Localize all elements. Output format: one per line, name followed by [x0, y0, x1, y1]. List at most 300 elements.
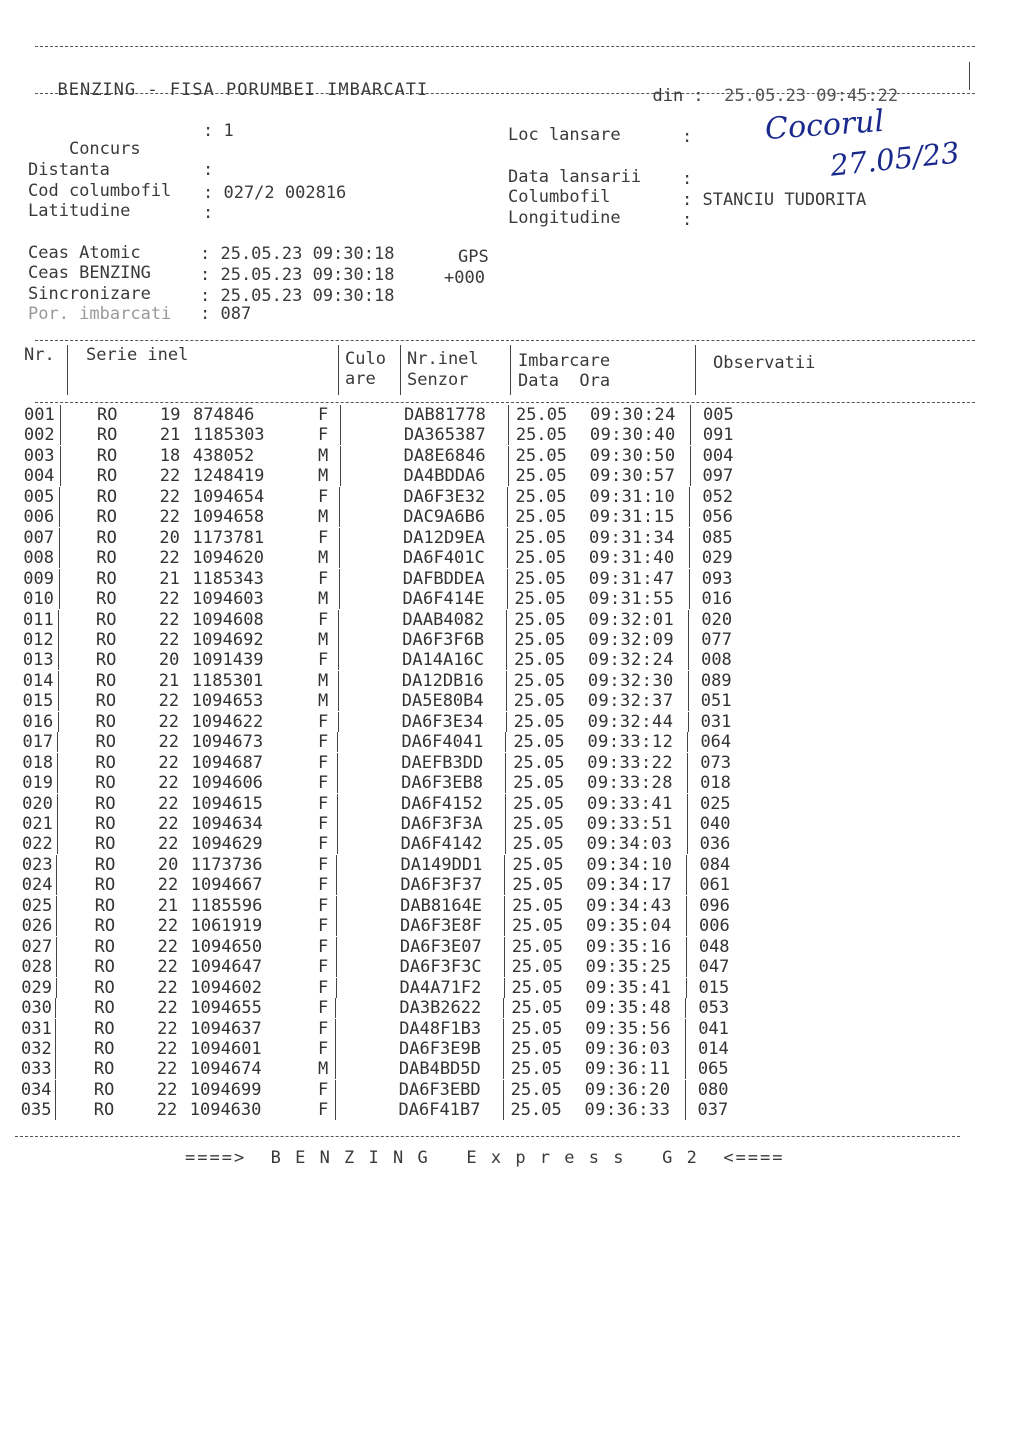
cell-country: RO [96, 568, 117, 589]
row-divider-nr [60, 446, 61, 466]
cell-nr: 015 [22, 691, 54, 712]
info-distanta-value: : [203, 160, 214, 180]
cell-date: 25.05 [515, 507, 567, 528]
cell-ring: 1094654 [192, 486, 265, 507]
col-divider-imbarcare [510, 345, 511, 395]
th-imbarcare-1: Imbarcare [518, 351, 611, 371]
row-divider-culoare [335, 1080, 336, 1100]
cell-nr: 024 [21, 875, 53, 896]
row-divider-senzor [503, 1080, 504, 1100]
cell-sex: F [318, 1018, 329, 1039]
cell-sex: F [318, 425, 329, 446]
cell-ring: 1173736 [190, 854, 263, 875]
cell-ring: 1094687 [191, 752, 264, 773]
row-divider-nr [55, 1059, 56, 1079]
cell-time: 09:31:40 [588, 548, 675, 569]
row-divider-culoare [335, 1100, 336, 1120]
cell-ring: 1094603 [192, 589, 264, 610]
table-row [0, 548, 1024, 568]
cell-year: 22 [157, 957, 178, 978]
cell-sex: M [318, 445, 329, 466]
table-row [0, 1100, 1024, 1120]
cell-time: 09:32:24 [588, 650, 674, 671]
row-divider-imbarcare [686, 937, 687, 957]
cell-time: 09:35:56 [585, 1018, 672, 1039]
cell-sex: F [318, 793, 329, 814]
cell-time: 09:33:12 [587, 732, 674, 753]
cell-time: 09:32:09 [588, 629, 675, 650]
cell-observation: 091 [702, 425, 734, 446]
row-divider-nr [56, 978, 57, 998]
row-divider-senzor [504, 916, 505, 936]
cell-ring: 438052 [192, 445, 255, 466]
col-divider-nr [67, 345, 68, 395]
row-divider-senzor [505, 773, 506, 793]
cell-date: 25.05 [510, 1079, 562, 1100]
cell-time: 09:32:37 [587, 691, 674, 712]
cell-nr: 031 [21, 1018, 52, 1039]
cell-sensor: DA6F4152 [400, 793, 483, 814]
row-divider-imbarcare [685, 998, 686, 1018]
row-divider-culoare [336, 957, 337, 977]
table-row [0, 1039, 1024, 1059]
cell-country: RO [97, 405, 118, 425]
cell-year: 22 [158, 711, 180, 732]
row-divider-culoare [340, 446, 341, 466]
row-divider-senzor [503, 1019, 504, 1039]
cell-ring: 1248419 [192, 466, 265, 487]
table-header-rule [35, 402, 975, 403]
row-divider-culoare [337, 834, 338, 854]
cell-observation: 085 [702, 527, 733, 548]
cell-nr: 006 [23, 507, 55, 528]
cell-observation: 061 [699, 875, 731, 896]
cell-year: 22 [158, 691, 180, 712]
row-divider-senzor [504, 875, 505, 895]
row-divider-imbarcare [687, 834, 688, 854]
footer-brand: ====> B E N Z I N G E x p r e s s G 2 <==== [185, 1148, 785, 1168]
row-divider-nr [59, 487, 60, 507]
cell-date: 25.05 [511, 998, 563, 1019]
cell-ring: 1185596 [190, 895, 263, 916]
cell-date: 25.05 [515, 466, 567, 487]
cell-country: RO [95, 752, 116, 773]
row-divider-senzor [503, 1100, 504, 1120]
cell-sensor: DA14A16C [402, 650, 484, 671]
cell-ring: 1094622 [191, 711, 264, 732]
cell-year: 22 [156, 1079, 178, 1100]
cell-nr: 017 [22, 732, 54, 753]
row-divider-nr [55, 1039, 56, 1059]
row-divider-imbarcare [690, 425, 691, 445]
cell-ring: 1091439 [191, 650, 264, 671]
cell-time: 09:32:30 [587, 670, 674, 691]
cell-sensor: DA48F1B3 [399, 1018, 482, 1039]
row-divider-senzor [508, 466, 509, 486]
cell-country: RO [94, 895, 116, 916]
cell-nr: 034 [20, 1079, 52, 1100]
row-divider-imbarcare [687, 814, 688, 834]
cell-observation: 008 [701, 650, 732, 671]
row-divider-nr [56, 957, 57, 977]
cell-nr: 009 [23, 568, 54, 589]
cell-nr: 029 [21, 977, 53, 998]
cell-time: 09:30:40 [589, 425, 676, 446]
table-row [0, 507, 1024, 527]
cell-ring: 1061919 [190, 916, 263, 937]
cell-date: 25.05 [514, 629, 566, 650]
cell-sex: F [318, 568, 329, 589]
row-divider-senzor [505, 753, 506, 773]
cell-ring: 1185301 [191, 670, 264, 691]
table-row [0, 978, 1024, 998]
print-date [632, 66, 898, 106]
row-divider-nr [59, 569, 60, 589]
row-divider-senzor [503, 998, 504, 1018]
th-senzor-2: Senzor [407, 370, 469, 390]
cell-nr: 014 [22, 670, 54, 691]
row-divider-culoare [335, 998, 336, 1018]
row-divider-culoare [336, 937, 337, 957]
cell-nr: 019 [22, 773, 53, 794]
table-row [0, 896, 1024, 916]
row-divider-nr [59, 589, 60, 609]
cell-country: RO [93, 1059, 115, 1080]
table-row [0, 875, 1024, 895]
row-divider-nr [56, 896, 57, 916]
cell-nr: 032 [21, 1038, 52, 1059]
row-divider-imbarcare [690, 446, 691, 466]
col-divider-senzor [400, 345, 401, 395]
row-divider-imbarcare [685, 1080, 686, 1100]
cell-sensor: DA6F3F6B [402, 629, 485, 650]
cell-ring: 1094692 [191, 629, 264, 650]
cell-year: 22 [157, 916, 179, 937]
info-latitudine-value: : [203, 203, 214, 223]
row-divider-nr [60, 425, 61, 445]
cell-country: RO [96, 609, 117, 630]
cell-ring: 1094606 [191, 773, 263, 794]
cell-ring: 1094637 [190, 1018, 262, 1039]
cell-sex: F [318, 998, 329, 1019]
cell-observation: 005 [703, 405, 734, 425]
row-divider-senzor [508, 425, 509, 445]
clock-atomic-extra: GPS [458, 247, 489, 267]
cell-sensor: DA6F3EBD [398, 1079, 481, 1100]
cell-time: 09:35:16 [585, 936, 672, 957]
cell-observation: 006 [699, 916, 730, 937]
cell-sensor: DA4BDDA6 [403, 466, 486, 487]
row-divider-culoare [336, 875, 337, 895]
info-columbofil-value: : STANCIU TUDORITA [682, 190, 867, 210]
row-divider-culoare [340, 425, 341, 445]
cell-sex: F [318, 405, 329, 425]
cell-country: RO [96, 486, 118, 507]
cell-time: 09:35:04 [586, 916, 672, 937]
table-row [0, 528, 1024, 548]
cell-year: 22 [157, 936, 178, 957]
col-divider-culoare [338, 345, 339, 395]
cell-ring: 1094615 [191, 793, 263, 814]
cell-year: 20 [157, 854, 179, 875]
cell-nr: 025 [21, 895, 53, 916]
cell-country: RO [94, 936, 115, 957]
cell-time: 09:34:43 [586, 895, 673, 916]
cell-year: 22 [156, 1059, 178, 1080]
table-row [0, 834, 1024, 854]
cell-sensor: DAEFB3DD [401, 752, 484, 773]
row-divider-senzor [504, 957, 505, 977]
info-longitudine-value: : [682, 210, 693, 230]
row-divider-senzor [508, 405, 509, 425]
cell-observation: 014 [698, 1038, 729, 1059]
clock-sync-label: Sincronizare [28, 284, 151, 304]
cell-observation: 029 [701, 548, 733, 569]
cell-observation: 089 [700, 670, 732, 691]
cell-sensor: DA6F3E34 [401, 711, 484, 732]
cell-sensor: DA6F3F37 [400, 875, 483, 896]
clock-atomic-value: : 25.05.23 09:30:18 [200, 244, 395, 264]
cell-date: 25.05 [513, 711, 565, 732]
cell-sex: F [318, 936, 329, 957]
cell-nr: 018 [22, 752, 54, 773]
cell-date: 25.05 [515, 527, 567, 548]
cell-nr: 005 [23, 486, 55, 507]
cell-sex: M [318, 670, 329, 691]
cell-time: 09:30:57 [589, 466, 676, 487]
row-divider-imbarcare [688, 610, 689, 630]
cell-ring: 1094647 [190, 957, 263, 978]
row-divider-senzor [504, 978, 505, 998]
cell-sex: F [318, 916, 329, 937]
row-divider-senzor [505, 732, 506, 752]
cell-time: 09:34:17 [586, 875, 673, 896]
cell-sensor: DA6F3F3C [399, 957, 482, 978]
row-divider-senzor [507, 507, 508, 527]
info-cod: Cod columbofil [28, 181, 172, 201]
cell-country: RO [94, 834, 116, 855]
row-divider-nr [58, 630, 59, 650]
cell-observation: 056 [702, 507, 733, 528]
row-divider-imbarcare [689, 548, 690, 568]
cell-date: 25.05 [510, 1100, 562, 1121]
cell-sex: F [318, 1100, 329, 1121]
cell-observation: 096 [699, 895, 730, 916]
cell-observation: 073 [700, 752, 731, 773]
cell-date: 25.05 [513, 732, 565, 753]
row-divider-culoare [335, 1039, 336, 1059]
row-divider-imbarcare [688, 712, 689, 732]
row-divider-senzor [506, 671, 507, 691]
info-concurs-value: : 1 [203, 121, 234, 141]
row-divider-culoare [336, 855, 337, 875]
row-divider-nr [60, 466, 61, 486]
cell-nr: 002 [23, 425, 55, 446]
cell-nr: 020 [22, 793, 53, 814]
cell-date: 25.05 [512, 814, 564, 834]
cell-ring: 874846 [193, 405, 255, 425]
cell-observation: 047 [698, 957, 730, 978]
cell-sex: F [318, 773, 329, 794]
table-row [0, 855, 1024, 875]
cell-date: 25.05 [511, 977, 563, 998]
cell-year: 22 [157, 1038, 178, 1059]
row-divider-imbarcare [689, 528, 690, 548]
cell-time: 09:33:28 [587, 773, 673, 794]
th-nr: Nr. [24, 345, 55, 365]
cell-nr: 033 [20, 1059, 52, 1080]
table-row [0, 589, 1024, 609]
cell-year: 22 [157, 834, 179, 855]
cell-sex: F [318, 957, 329, 978]
th-culoare-2: are [345, 369, 376, 389]
cell-country: RO [96, 425, 118, 446]
cell-country: RO [96, 507, 117, 528]
cell-sensor: DA5E80B4 [401, 691, 484, 712]
cell-country: RO [93, 1079, 115, 1100]
cell-time: 09:33:41 [586, 793, 673, 814]
row-divider-imbarcare [685, 1019, 686, 1039]
clock-atomic-label: Ceas Atomic [28, 243, 141, 263]
row-divider-imbarcare [686, 855, 687, 875]
cell-observation: 020 [701, 609, 733, 630]
cell-sensor: DAB4BD5D [398, 1059, 481, 1080]
clock-benzing-label: Ceas BENZING [28, 263, 151, 283]
row-divider-imbarcare [690, 466, 691, 486]
cell-sensor: DA12DB16 [401, 670, 484, 691]
cell-ring: 1094653 [191, 691, 264, 712]
cell-date: 25.05 [511, 1018, 563, 1039]
table-row [0, 957, 1024, 977]
cell-country: RO [95, 691, 117, 712]
cell-country: RO [93, 1100, 115, 1121]
row-divider-nr [59, 507, 60, 527]
cell-sex: F [318, 834, 329, 855]
cell-sex: F [318, 1038, 329, 1059]
cell-nr: 008 [23, 548, 55, 569]
cell-country: RO [96, 548, 117, 569]
cell-time: 09:35:25 [585, 957, 672, 978]
cell-date: 25.05 [512, 854, 564, 875]
cell-nr: 030 [21, 998, 52, 1019]
cell-sex: M [318, 589, 329, 610]
row-divider-culoare [337, 794, 338, 814]
cell-sensor: DA8E6846 [403, 445, 486, 466]
row-divider-imbarcare [689, 589, 690, 609]
row-divider-culoare [338, 712, 339, 732]
cell-sex: F [318, 527, 329, 548]
row-divider-culoare [339, 569, 340, 589]
th-imbarcare-2: Data Ora [518, 371, 611, 391]
cell-ring: 1094658 [192, 507, 265, 528]
cell-time: 09:30:24 [590, 405, 676, 425]
cell-time: 09:35:48 [585, 998, 672, 1019]
cell-year: 22 [159, 589, 180, 610]
cell-country: RO [94, 854, 116, 875]
row-divider-nr [57, 834, 58, 854]
cell-date: 25.05 [514, 650, 566, 671]
cell-country: RO [94, 916, 116, 937]
row-divider-senzor [506, 630, 507, 650]
page-title [35, 60, 428, 100]
row-divider-senzor [505, 794, 506, 814]
table-row [0, 773, 1024, 793]
cell-country: RO [95, 670, 117, 691]
cell-nr: 027 [21, 936, 53, 957]
table-row [0, 610, 1024, 630]
cell-time: 09:34:10 [586, 854, 673, 875]
row-divider-culoare [336, 896, 337, 916]
row-divider-senzor [506, 610, 507, 630]
th-observatii: Observatii [713, 353, 816, 373]
clock-count-value: : 087 [200, 304, 252, 324]
row-divider-culoare [338, 610, 339, 630]
cell-sex: F [318, 752, 329, 773]
cell-time: 09:31:10 [589, 486, 676, 507]
cell-date: 25.05 [516, 405, 568, 425]
table-row [0, 712, 1024, 732]
row-divider-senzor [507, 528, 508, 548]
cell-observation: 052 [702, 486, 734, 507]
cell-date: 25.05 [513, 691, 565, 712]
cell-date: 25.05 [511, 957, 563, 978]
row-divider-nr [58, 712, 59, 732]
cell-nr: 003 [23, 445, 55, 466]
table-row [0, 630, 1024, 650]
cell-date: 25.05 [514, 548, 567, 569]
cell-sensor: DA6F3E8F [400, 916, 482, 937]
row-divider-senzor [507, 569, 508, 589]
cell-sex: F [318, 650, 329, 671]
table-row [0, 691, 1024, 711]
cell-year: 22 [159, 486, 181, 507]
row-divider-nr [57, 732, 58, 752]
table-row [0, 569, 1024, 589]
cell-nr: 007 [23, 527, 55, 548]
cell-country: RO [95, 629, 117, 650]
cell-sex: F [318, 609, 329, 630]
cell-sensor: DAFBDDEA [402, 568, 485, 589]
table-row [0, 753, 1024, 773]
cell-time: 09:31:47 [588, 568, 675, 589]
row-divider-imbarcare [687, 753, 688, 773]
row-divider-nr [58, 671, 59, 691]
cell-observation: 080 [697, 1079, 729, 1100]
cell-ring: 1094655 [190, 998, 262, 1019]
row-divider-nr [59, 528, 60, 548]
cell-nr: 010 [23, 589, 54, 610]
print-date-label: din : [652, 86, 704, 106]
cell-sensor: DA6F414E [402, 589, 485, 610]
handwritten-location: Cocorul [763, 103, 886, 148]
row-divider-imbarcare [685, 1100, 686, 1120]
header-right-border [969, 62, 970, 90]
cell-observation: 093 [701, 568, 733, 589]
cell-year: 20 [159, 527, 180, 548]
row-divider-nr [56, 916, 57, 936]
cell-time: 09:32:44 [587, 711, 674, 732]
cell-sex: M [318, 691, 329, 712]
cell-date: 25.05 [512, 834, 564, 855]
row-divider-senzor [504, 855, 505, 875]
row-divider-culoare [337, 753, 338, 773]
cell-year: 22 [158, 629, 180, 650]
cell-year: 22 [157, 875, 179, 896]
cell-nr: 021 [22, 814, 53, 834]
page-title-text: BENZING - FISA PORUMBEI IMBARCATI [57, 80, 429, 100]
cell-sex: F [318, 895, 329, 916]
cell-date: 25.05 [511, 936, 564, 957]
